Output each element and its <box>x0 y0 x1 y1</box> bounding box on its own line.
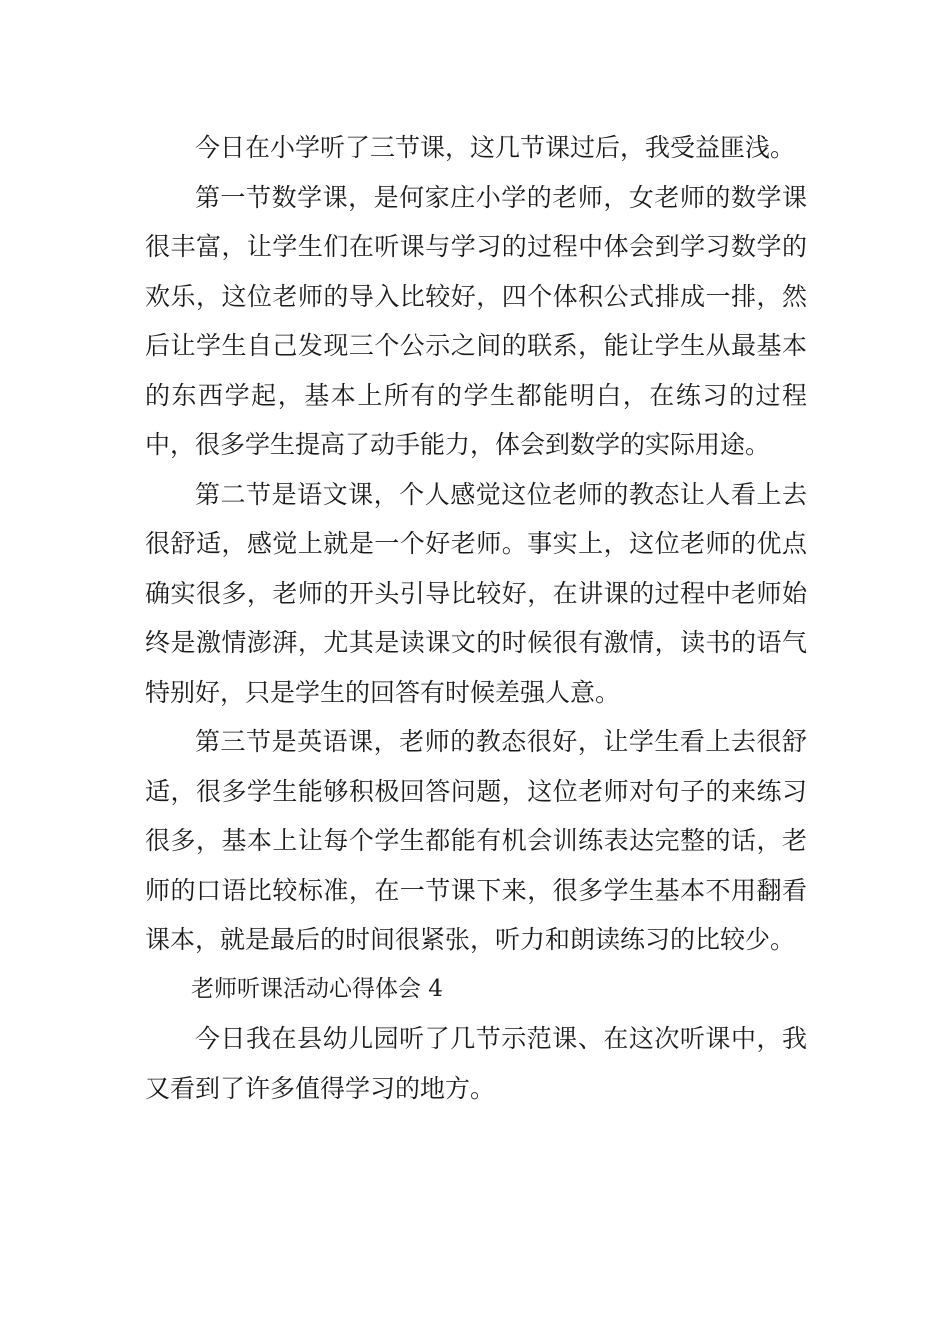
paragraph-english-class: 第三节是英语课，老师的教态很好，让学生看上去很舒适，很多学生能够积极回答问题，这位老师对句子的来练习很多，基本上让每个学生都能有机会训练表达完整的话，老师的口语比较标准，在一节课下来，很多学生基本不用翻看课本，就是最后的时间很紧张，听力和朗读练习的比较少。 <box>145 727 807 954</box>
paragraph-math-class: 第一节数学课，是何家庄小学的老师，女老师的数学课很丰富，让学生们在听课与学习的过程中体会到学习数学的欢乐，这位老师的导入比较好，四个体积公式排成一排，然后让学生自己发现三个公示之间的联系，能让学生从最基本的东西学起，基本上所有的学生都能明白，在练习的过程中，很多学生提高了动手能力，体会到数学的实际用途。 <box>145 182 807 459</box>
paragraph-intro: 今日在小学听了三节课，这几节课过后，我受益匪浅。 <box>195 133 796 162</box>
paragraph-chinese-class: 第二节是语文课，个人感觉这位老师的教态让人看上去很舒适，感觉上就是一个好老师。事实上，这位老师的优点确实很多，老师的开头引导比较好，在讲课的过程中老师始终是激情澎湃，尤其是读课文的时候很有激情，读书的语气特别好，只是学生的回答有时候差强人意。 <box>145 479 807 707</box>
paragraph-kindergarten: 今日我在县幼儿园听了几节示范课、在这次听课中，我又看到了许多值得学习的地方。 <box>145 1024 807 1103</box>
document-body <box>145 123 807 1113</box>
section-heading: 老师听课活动心得体会 4 <box>191 975 443 1002</box>
